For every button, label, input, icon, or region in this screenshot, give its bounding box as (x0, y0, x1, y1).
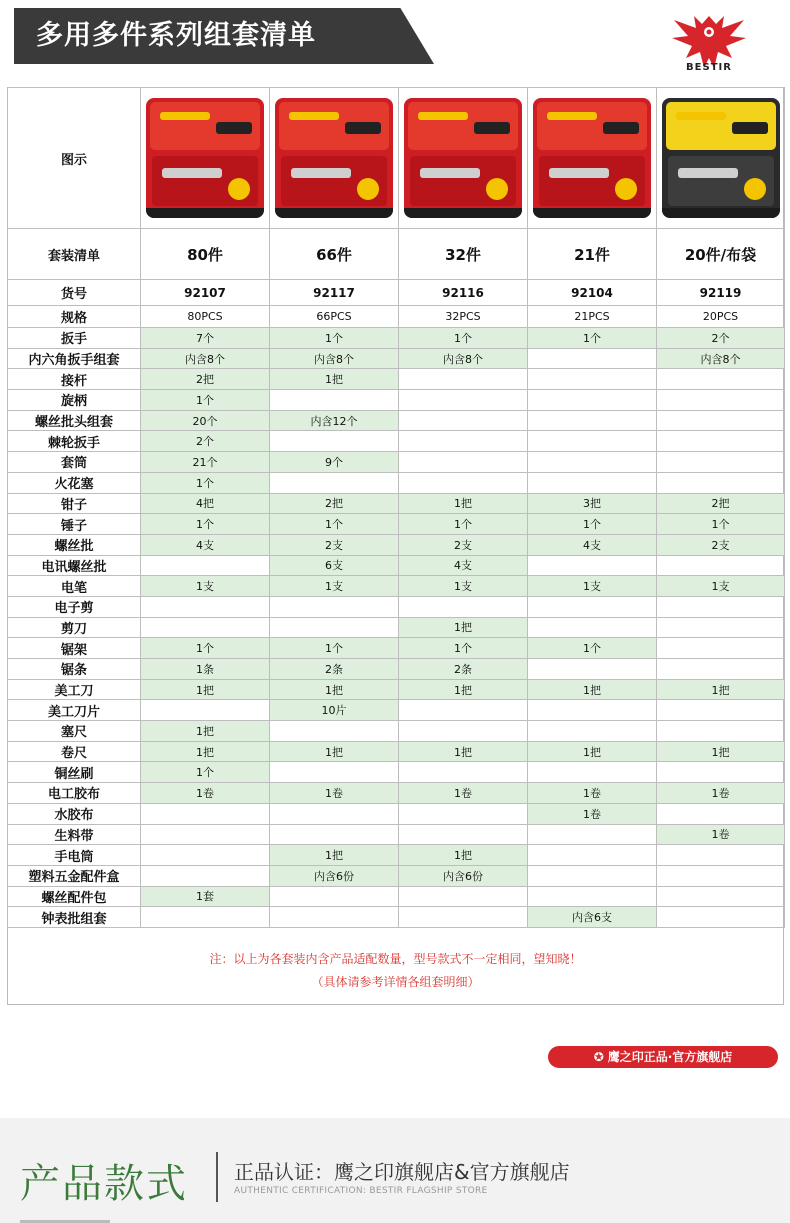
quantity-cell: 9个 (270, 452, 399, 473)
row-label: 塞尺 (8, 721, 141, 742)
quantity-cell: 3把 (528, 493, 657, 514)
row-label: 火花塞 (8, 472, 141, 493)
row-label: 图示 (8, 88, 141, 229)
quantity-cell: 内含12个 (270, 410, 399, 431)
image-cell (657, 88, 785, 229)
quantity-cell (657, 369, 785, 390)
row-label: 内六角扳手组套 (8, 348, 141, 369)
quantity-cell: 1个 (528, 514, 657, 535)
quantity-cell: 内含6份 (399, 865, 528, 886)
spec-cell: 20PCS (657, 306, 785, 328)
quantity-cell: 1把 (141, 679, 270, 700)
set-name-cell: 80件 (141, 229, 270, 280)
table-row (8, 803, 785, 824)
row-label: 水胶布 (8, 803, 141, 824)
image-cell (528, 88, 657, 229)
quantity-cell: 1卷 (270, 783, 399, 804)
quantity-cell (270, 824, 399, 845)
quantity-cell (528, 824, 657, 845)
quantity-cell: 10片 (270, 700, 399, 721)
row-label: 套筒 (8, 452, 141, 473)
quantity-cell (141, 596, 270, 617)
red-toolbox-image (404, 98, 522, 218)
quantity-cell: 1把 (399, 493, 528, 514)
quantity-cell: 4支 (141, 534, 270, 555)
quantity-cell: 2把 (141, 369, 270, 390)
quantity-cell (657, 431, 785, 452)
note-line-1: 注：以上为各套装内含产品适配数量，型号款式不一定相同，望知晓！ (209, 952, 582, 966)
quantity-cell (657, 638, 785, 659)
quantity-cell: 1把 (399, 617, 528, 638)
table-row (8, 638, 785, 659)
quantity-cell (657, 452, 785, 473)
quantity-cell (528, 762, 657, 783)
quantity-cell (399, 452, 528, 473)
row-label: 螺丝配件包 (8, 886, 141, 907)
item-code-cell: 92117 (270, 280, 399, 306)
quantity-cell: 1把 (657, 741, 785, 762)
quantity-cell: 1卷 (657, 783, 785, 804)
quantity-cell (399, 762, 528, 783)
quantity-cell (399, 410, 528, 431)
image-cell (141, 88, 270, 229)
table-row (8, 369, 785, 390)
table-row (8, 824, 785, 845)
quantity-cell (528, 659, 657, 680)
quantity-cell (141, 907, 270, 928)
quantity-cell (528, 865, 657, 886)
footer-divider (216, 1152, 218, 1202)
quantity-cell (270, 886, 399, 907)
spec-cell: 21PCS (528, 306, 657, 328)
quantity-cell (270, 617, 399, 638)
item-code-cell: 92116 (399, 280, 528, 306)
quantity-cell (399, 886, 528, 907)
quantity-cell: 1个 (399, 514, 528, 535)
quantity-cell: 1个 (270, 328, 399, 349)
row-label: 锯条 (8, 659, 141, 680)
quantity-cell (399, 369, 528, 390)
row-label: 螺丝批 (8, 534, 141, 555)
quantity-cell (528, 472, 657, 493)
quantity-cell (399, 803, 528, 824)
quantity-cell (399, 390, 528, 411)
quantity-cell: 1把 (528, 741, 657, 762)
quantity-cell: 2支 (399, 534, 528, 555)
item-code-cell: 92104 (528, 280, 657, 306)
set-name-cell: 66件 (270, 229, 399, 280)
quantity-cell: 1把 (657, 679, 785, 700)
quantity-cell: 1卷 (528, 783, 657, 804)
quantity-cell (399, 700, 528, 721)
quantity-cell (399, 431, 528, 452)
quantity-cell (528, 596, 657, 617)
table-row (8, 410, 785, 431)
row-label: 锤子 (8, 514, 141, 535)
row-label: 电讯螺丝批 (8, 555, 141, 576)
quantity-cell (657, 865, 785, 886)
quantity-cell (528, 452, 657, 473)
quantity-cell: 1把 (270, 741, 399, 762)
quantity-cell: 2个 (141, 431, 270, 452)
quantity-cell (657, 659, 785, 680)
quantity-cell: 2条 (270, 659, 399, 680)
quantity-cell: 1把 (270, 845, 399, 866)
row-label: 电子剪 (8, 596, 141, 617)
quantity-cell: 1个 (141, 472, 270, 493)
row-label: 锯架 (8, 638, 141, 659)
image-row (8, 88, 785, 229)
quantity-cell (657, 472, 785, 493)
quantity-cell: 1把 (141, 741, 270, 762)
quantity-cell: 1支 (141, 576, 270, 597)
footer-title: 产品款式 (20, 1161, 188, 1207)
table-row (8, 472, 785, 493)
table-row (8, 886, 785, 907)
quantity-cell: 1个 (141, 514, 270, 535)
quantity-cell: 1个 (141, 390, 270, 411)
quantity-cell (270, 907, 399, 928)
row-label: 手电筒 (8, 845, 141, 866)
quantity-cell: 内含6份 (270, 865, 399, 886)
quantity-cell (141, 845, 270, 866)
quantity-cell (528, 410, 657, 431)
quantity-cell: 1个 (141, 638, 270, 659)
quantity-cell: 2把 (270, 493, 399, 514)
quantity-cell: 2个 (657, 328, 785, 349)
quantity-cell (399, 907, 528, 928)
quantity-cell (141, 824, 270, 845)
quantity-cell (270, 803, 399, 824)
quantity-cell: 6支 (270, 555, 399, 576)
quantity-cell (657, 762, 785, 783)
quantity-cell (141, 865, 270, 886)
spec-cell: 32PCS (399, 306, 528, 328)
item-code-cell: 92107 (141, 280, 270, 306)
row-label: 螺丝批头组套 (8, 410, 141, 431)
table-row (8, 679, 785, 700)
table-row (8, 783, 785, 804)
table-row (8, 576, 785, 597)
footer-certification: 正品认证：鹰之印旗舰店&官方旗舰店 (234, 1160, 570, 1184)
quantity-cell (270, 431, 399, 452)
yellow-tool-bag-image (662, 98, 780, 218)
quantity-cell (528, 886, 657, 907)
row-label: 电工胶布 (8, 783, 141, 804)
quantity-cell: 1个 (528, 638, 657, 659)
quantity-cell: 1个 (657, 514, 785, 535)
table-row (8, 555, 785, 576)
quantity-cell (399, 721, 528, 742)
row-label: 货号 (8, 280, 141, 306)
table-row (8, 348, 785, 369)
quantity-cell (141, 700, 270, 721)
quantity-cell (528, 555, 657, 576)
quantity-cell: 内含8个 (141, 348, 270, 369)
red-toolbox-image (533, 98, 651, 218)
quantity-cell: 1把 (270, 369, 399, 390)
quantity-cell: 4支 (399, 555, 528, 576)
quantity-cell (270, 762, 399, 783)
table-row (8, 617, 785, 638)
set-name-cell: 21件 (528, 229, 657, 280)
item-code-row (8, 280, 785, 306)
row-label: 美工刀片 (8, 700, 141, 721)
row-label: 套装清单 (8, 229, 141, 280)
spec-row (8, 306, 785, 328)
row-label: 塑料五金配件盒 (8, 865, 141, 886)
quantity-cell (657, 886, 785, 907)
quantity-cell (657, 390, 785, 411)
tool-set-table (7, 87, 785, 928)
table-row (8, 762, 785, 783)
quantity-cell (528, 390, 657, 411)
set-name-cell: 20件/布袋 (657, 229, 785, 280)
quantity-cell (657, 596, 785, 617)
row-label: 扳手 (8, 328, 141, 349)
quantity-cell (141, 555, 270, 576)
row-label: 铜丝刷 (8, 762, 141, 783)
quantity-cell: 1卷 (141, 783, 270, 804)
quantity-cell: 1卷 (657, 824, 785, 845)
footer-section (0, 1118, 790, 1223)
quantity-cell (657, 907, 785, 928)
quantity-cell (270, 472, 399, 493)
quantity-cell (528, 369, 657, 390)
row-label: 生料带 (8, 824, 141, 845)
quantity-cell (141, 617, 270, 638)
quantity-cell: 1个 (270, 514, 399, 535)
official-store-badge[interactable] (548, 1046, 778, 1068)
table-row (8, 493, 785, 514)
row-label: 卷尺 (8, 741, 141, 762)
quantity-cell (399, 472, 528, 493)
table-row (8, 907, 785, 928)
quantity-cell: 1支 (528, 576, 657, 597)
quantity-cell: 内含8个 (399, 348, 528, 369)
image-cell (270, 88, 399, 229)
quantity-cell (657, 845, 785, 866)
row-label: 剪刀 (8, 617, 141, 638)
red-toolbox-image (146, 98, 264, 218)
quantity-cell: 1支 (399, 576, 528, 597)
quantity-cell (657, 721, 785, 742)
row-label: 棘轮扳手 (8, 431, 141, 452)
row-label: 旋柄 (8, 390, 141, 411)
quantity-cell: 2条 (399, 659, 528, 680)
quantity-cell: 1把 (270, 679, 399, 700)
spec-cell: 80PCS (141, 306, 270, 328)
row-label: 美工刀 (8, 679, 141, 700)
table-row (8, 390, 785, 411)
quantity-cell: 21个 (141, 452, 270, 473)
page-title: 多用多件系列组套清单 (36, 20, 316, 51)
set-name-row (8, 229, 785, 280)
quantity-cell: 4把 (141, 493, 270, 514)
row-label: 接杆 (8, 369, 141, 390)
row-label: 规格 (8, 306, 141, 328)
quantity-cell (528, 348, 657, 369)
quantity-cell: 1把 (141, 721, 270, 742)
row-label: 电笔 (8, 576, 141, 597)
quantity-cell: 2把 (657, 493, 785, 514)
quantity-cell: 4支 (528, 534, 657, 555)
quantity-cell: 1个 (141, 762, 270, 783)
table-row (8, 328, 785, 349)
quantity-cell (528, 617, 657, 638)
item-code-cell: 92119 (657, 280, 785, 306)
quantity-cell: 1个 (270, 638, 399, 659)
table-row (8, 741, 785, 762)
badge-text: 鹰之印正品·官方旗舰店 (607, 1050, 733, 1064)
table-row (8, 845, 785, 866)
quantity-cell (657, 803, 785, 824)
quantity-cell: 1支 (657, 576, 785, 597)
quantity-cell (399, 596, 528, 617)
quantity-cell (657, 410, 785, 431)
quantity-cell: 1个 (399, 328, 528, 349)
quantity-cell: 1个 (399, 638, 528, 659)
quantity-cell: 20个 (141, 410, 270, 431)
quantity-cell: 1把 (399, 845, 528, 866)
row-label: 钳子 (8, 493, 141, 514)
quantity-cell (270, 390, 399, 411)
quantity-cell: 1套 (141, 886, 270, 907)
table-row (8, 431, 785, 452)
quantity-cell (528, 431, 657, 452)
quantity-cell (270, 596, 399, 617)
table-row (8, 514, 785, 535)
quantity-cell (657, 555, 785, 576)
spec-cell: 66PCS (270, 306, 399, 328)
quantity-cell: 1卷 (399, 783, 528, 804)
table-row (8, 452, 785, 473)
footer-certification-en: AUTHENTIC CERTIFICATION: BESTIR FLAGSHIP STORE (234, 1186, 488, 1196)
table-row (8, 721, 785, 742)
quantity-cell: 1把 (399, 679, 528, 700)
quantity-cell: 1个 (528, 328, 657, 349)
quantity-cell: 1把 (399, 741, 528, 762)
eagle-icon: ✪ (593, 1050, 604, 1064)
table-row (8, 865, 785, 886)
table-row (8, 596, 785, 617)
table-row (8, 659, 785, 680)
quantity-cell: 1支 (270, 576, 399, 597)
quantity-cell: 内含6支 (528, 907, 657, 928)
quantity-cell (528, 845, 657, 866)
red-toolbox-image (275, 98, 393, 218)
table-row (8, 534, 785, 555)
quantity-cell (528, 700, 657, 721)
quantity-cell: 2支 (657, 534, 785, 555)
quantity-cell: 内含8个 (270, 348, 399, 369)
quantity-cell: 7个 (141, 328, 270, 349)
quantity-cell (270, 721, 399, 742)
quantity-cell: 1卷 (528, 803, 657, 824)
quantity-cell (399, 824, 528, 845)
quantity-cell (657, 617, 785, 638)
note-section (7, 930, 784, 1005)
brand-name: BESTIR (686, 62, 732, 73)
quantity-cell (657, 700, 785, 721)
row-label: 钟表批组套 (8, 907, 141, 928)
image-cell (399, 88, 528, 229)
table-row (8, 700, 785, 721)
note-line-2: （具体请参考详情各组套明细） (311, 975, 480, 989)
quantity-cell (528, 721, 657, 742)
set-name-cell: 32件 (399, 229, 528, 280)
quantity-cell: 2支 (270, 534, 399, 555)
quantity-cell: 1条 (141, 659, 270, 680)
quantity-cell (141, 803, 270, 824)
quantity-cell: 内含8个 (657, 348, 785, 369)
quantity-cell: 1把 (528, 679, 657, 700)
